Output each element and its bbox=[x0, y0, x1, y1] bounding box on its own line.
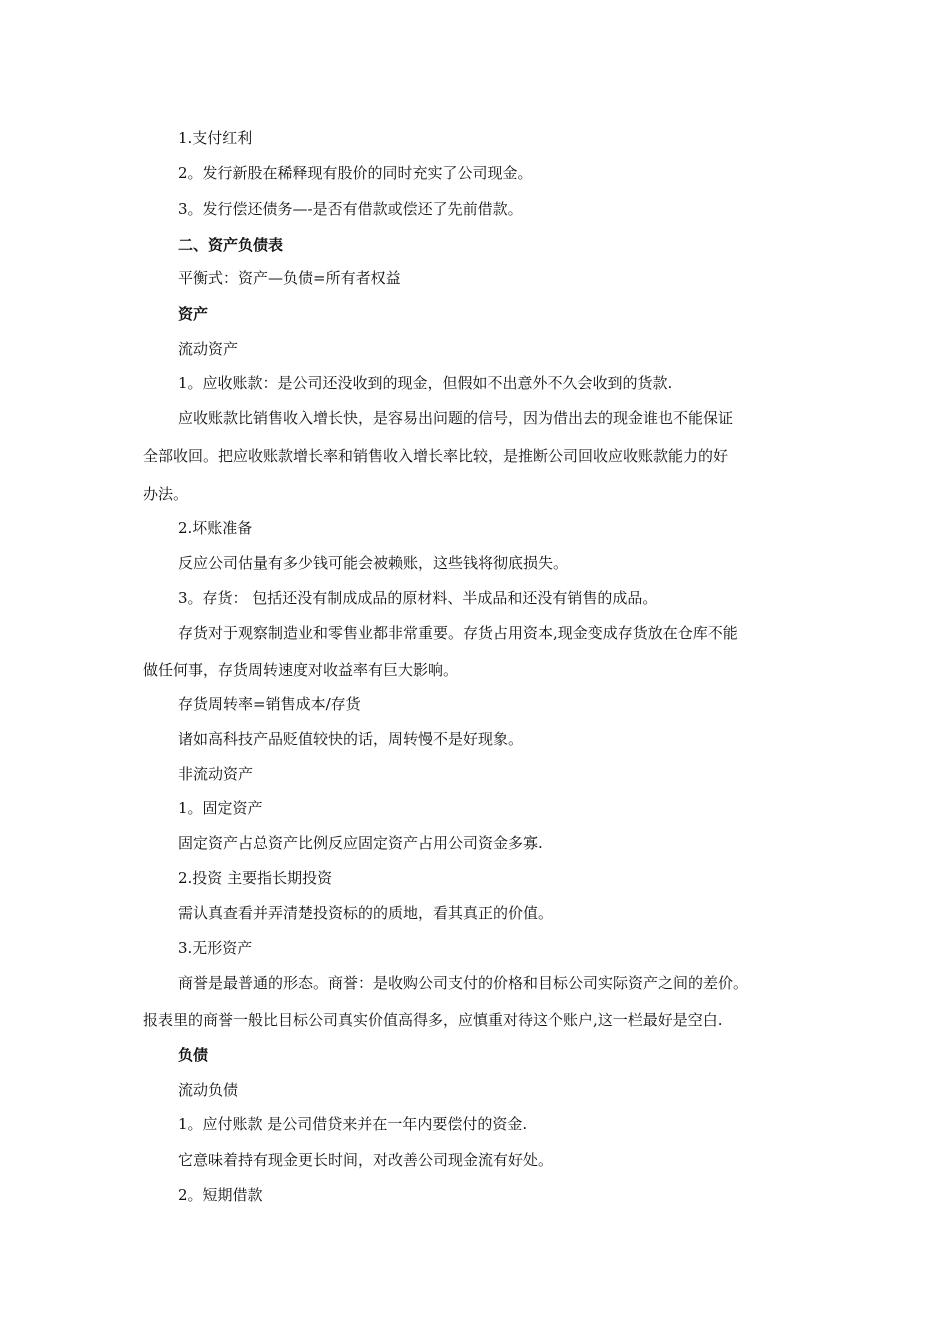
text-line-non-current-assets: 非流动资产 bbox=[178, 765, 254, 783]
paragraph-inventory-line-1: 存货对于观察制造业和零售业都非常重要。存货占用资本,现金变成存货放在仓库不能 bbox=[178, 624, 738, 642]
text-line-current-assets: 流动资产 bbox=[178, 340, 239, 358]
text-line-new-shares: 2。发行新股在稀释现有股价的同时充实了公司现金。 bbox=[178, 164, 533, 182]
section-heading-balance-sheet: 二、资产负债表 bbox=[178, 236, 284, 254]
text-line-debt-repayment: 3。发行偿还债务—-是否有借款或偿还了先前借款。 bbox=[178, 200, 523, 218]
paragraph-goodwill-line-2: 报表里的商誉一般比目标公司真实价值高得多，应慎重对待这个账户,这一栏最好是空白. bbox=[143, 1011, 723, 1029]
text-line-payables: 1。应付账款 是公司借贷来并在一年内要偿付的资金. bbox=[178, 1115, 528, 1133]
text-line-short-term-loans: 2。短期借款 bbox=[178, 1186, 263, 1204]
paragraph-goodwill-line-1: 商誉是最普通的形态。商誉：是收购公司支付的价格和目标公司实际资产之间的差价。 bbox=[178, 974, 749, 992]
text-line-investment: 2.投资 主要指长期投资 bbox=[178, 869, 333, 887]
text-line-high-tech: 诸如高科技产品贬值较快的话，周转慢不是好现象。 bbox=[178, 730, 524, 748]
text-line-current-liabilities: 流动负债 bbox=[178, 1081, 239, 1099]
subheading-liabilities: 负债 bbox=[178, 1046, 209, 1064]
text-line-fixed-assets-desc: 固定资产占总资产比例反应固定资产占用公司资金多寡. bbox=[178, 834, 543, 852]
paragraph-receivables-line-1: 应收账款比销售收入增长快，是容易出问题的信号，因为借出去的现金谁也不能保证 bbox=[178, 409, 734, 427]
text-line-payables-desc: 它意味着持有现金更长时间，对改善公司现金流有好处。 bbox=[178, 1151, 554, 1169]
text-line-fixed-assets: 1。固定资产 bbox=[178, 799, 263, 817]
text-line-receivables: 1。应收账款：是公司还没收到的现金，但假如不出意外不久会收到的货款. bbox=[178, 374, 673, 392]
text-line-balance-equation: 平衡式：资产—负债=所有者权益 bbox=[178, 269, 401, 287]
text-line-dividends: 1.支付红利 bbox=[178, 129, 253, 147]
text-line-intangibles: 3.无形资产 bbox=[178, 939, 253, 957]
text-line-investment-desc: 需认真查看并弄清楚投资标的的质地，看其真正的价值。 bbox=[178, 904, 554, 922]
text-line-bad-debt-desc: 反应公司估量有多少钱可能会被赖账，这些钱将彻底损失。 bbox=[178, 554, 569, 572]
paragraph-inventory-line-2: 做任何事，存货周转速度对收益率有巨大影响。 bbox=[143, 661, 459, 679]
subheading-assets: 资产 bbox=[178, 305, 209, 323]
paragraph-receivables-line-2: 全部收回。把应收账款增长率和销售收入增长率比较，是推断公司回收应收账款能力的好 bbox=[143, 447, 729, 465]
text-line-inventory: 3。存货： 包括还没有制成成品的原材料、半成品和还没有销售的成品。 bbox=[178, 589, 658, 607]
text-line-inventory-turnover: 存货周转率=销售成本/存货 bbox=[178, 695, 361, 713]
text-line-bad-debt: 2.坏账准备 bbox=[178, 519, 253, 537]
paragraph-receivables-line-3: 办法。 bbox=[143, 485, 189, 503]
